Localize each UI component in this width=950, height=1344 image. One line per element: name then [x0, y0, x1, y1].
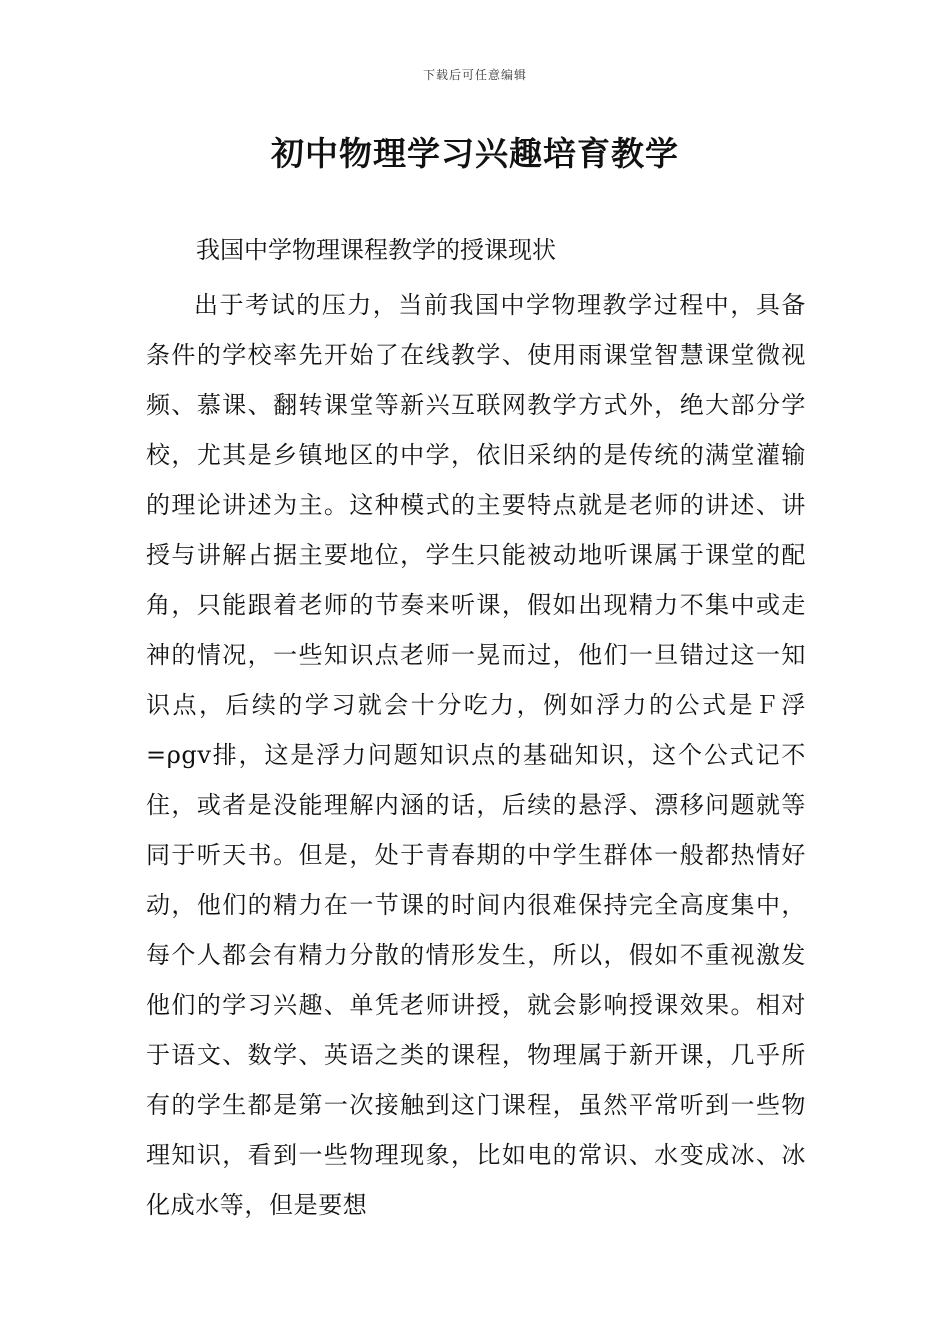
header-note: 下载后可任意编辑 [422, 68, 527, 82]
body-paragraph: 出于考试的压力，当前我国中学物理教学过程中，具备条件的学校率先开始了在线教学、使用雨课堂智慧课堂微视频、慕课、翻转课堂等新兴互联网教学方式外，绝大部分学校，尤其是乡镇地区的中学，依旧采纳的是传统的满堂灌输的理论讲述为主。这种模式的主要特点就是老师的讲述、讲授与讲解占据主要地位，学生只能被动地听课属于课堂的配角，只能跟着老师的节奏来听课，假如出现精力不集中或走神的情况，一些知识点老师一晃而过，他们一旦错过这一知识点，后续的学习就会十分吃力，例如浮力的公式是Ｆ浮=ρgv排，这是浮力问题知识点的基础知识，这个公式记不住，或者是没能理解内涵的话，后续的悬浮、漂移问题就等同于听天书。但是，处于青春期的中学生群体一般都热情好动，他们的精力在一节课的时间内很难保持完全高度集中，每个人都会有精力分散的情形发生，所以，假如不重视激发他们的学习兴趣、单凭老师讲授，就会影响授课效果。相对于语文、数学、英语之类的课程，物理属于新开课，几乎所有的学生都是第一次接触到这门课程，虽然平常听到一些物理知识，看到一些物理现象，比如电的常识、水变成冰、冰化成水等，但是要想 [146, 291, 806, 1219]
document-title: 初中物理学习兴趣培育教学 [271, 134, 679, 173]
section-heading: 我国中学物理课程教学的授课现状 [196, 236, 556, 264]
